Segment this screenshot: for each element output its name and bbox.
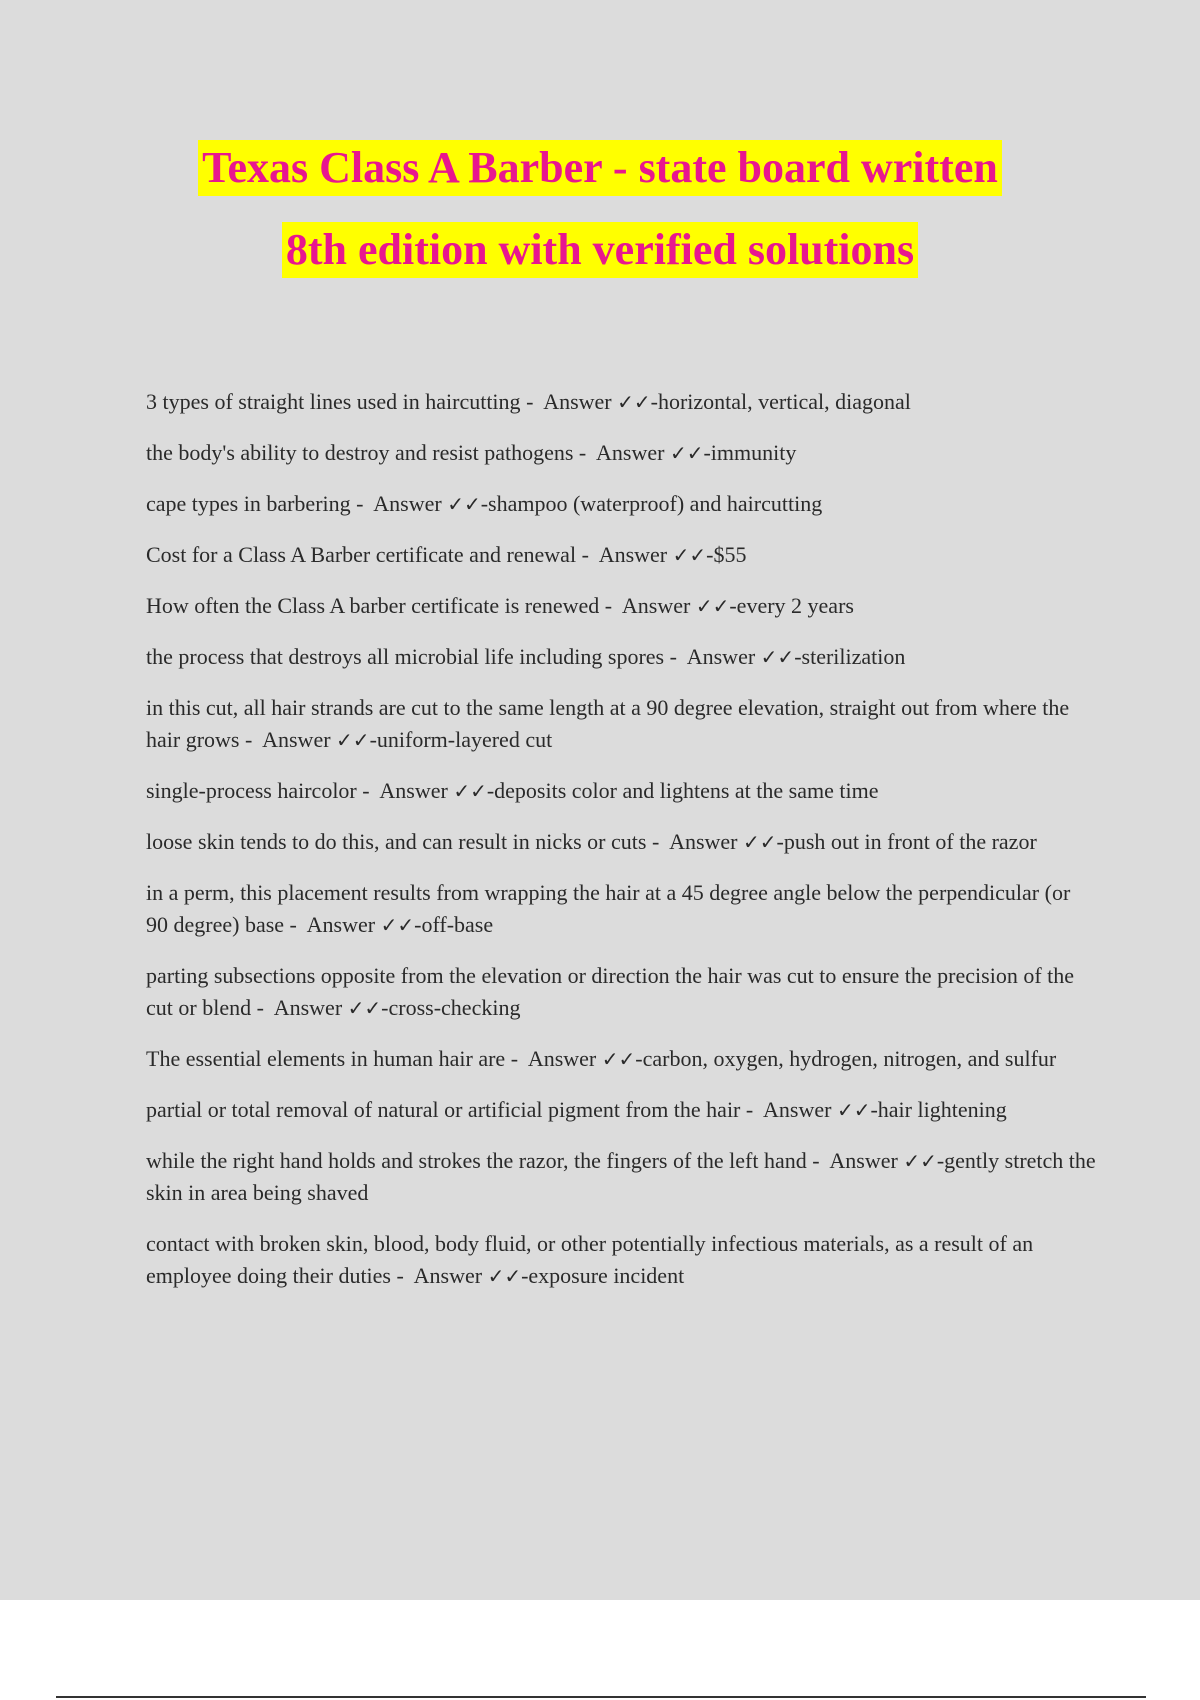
qa-item bbox=[146, 488, 1096, 520]
footer-rule bbox=[56, 1696, 1146, 1698]
question-separator: - bbox=[239, 727, 263, 752]
question-text: while the right hand holds and strokes the razor, the fingers of the left hand bbox=[146, 1148, 807, 1173]
answer-text: -$55 bbox=[706, 542, 747, 567]
question-text: The essential elements in human hair are bbox=[146, 1046, 506, 1071]
qa-item bbox=[146, 590, 1096, 622]
qa-item bbox=[146, 877, 1096, 941]
qa-item bbox=[146, 1094, 1096, 1126]
question-separator: - bbox=[740, 1097, 764, 1122]
answer-text: -horizontal, vertical, diagonal bbox=[650, 389, 911, 414]
qa-item bbox=[146, 1145, 1096, 1209]
title-line-1: Texas Class A Barber - state board written bbox=[198, 140, 1002, 196]
answer-label: Answer bbox=[527, 1046, 597, 1071]
question-separator: - bbox=[599, 593, 622, 618]
double-check-icon: ✓✓ bbox=[743, 830, 777, 854]
answer-text: -every 2 years bbox=[729, 593, 854, 618]
qa-list bbox=[146, 386, 1096, 1311]
question-text: How often the Class A barber certificate is renewed bbox=[146, 593, 600, 618]
question-text: cape types in barbering bbox=[146, 491, 351, 516]
double-check-icon: ✓✓ bbox=[669, 441, 704, 465]
question-text: partial or total removal of natural or artificial pigment from the hair bbox=[146, 1097, 741, 1122]
qa-item bbox=[146, 1228, 1096, 1292]
double-check-icon: ✓✓ bbox=[601, 1047, 636, 1071]
qa-item bbox=[146, 1043, 1096, 1075]
answer-text: -gently stretch the skin in area being shaved bbox=[146, 1148, 1096, 1205]
answer-label: Answer bbox=[621, 593, 691, 618]
qa-item bbox=[146, 437, 1096, 469]
question-separator: - bbox=[505, 1046, 528, 1071]
question-separator: - bbox=[573, 440, 597, 465]
qa-item bbox=[146, 826, 1096, 858]
double-check-icon: ✓✓ bbox=[347, 996, 382, 1020]
answer-label: Answer bbox=[543, 389, 612, 414]
question-text: in this cut, all hair strands are cut to the same length at a 90 degree elevation, straight out from where the hair grows bbox=[146, 695, 1070, 752]
question-text: contact with broken skin, blood, body fluid, or other potentially infectious materials, as a result of an employee doing their duties bbox=[146, 1231, 1034, 1288]
question-text: in a perm, this placement results from wrapping the hair at a 45 degree angle below the perpendicular (or 90 degree) base bbox=[146, 880, 1071, 937]
answer-label: Answer bbox=[596, 440, 665, 465]
answer-text: -deposits color and lightens at the same time bbox=[486, 778, 879, 803]
double-check-icon: ✓✓ bbox=[617, 390, 651, 414]
answer-label: Answer bbox=[763, 1097, 832, 1122]
answer-label: Answer bbox=[373, 491, 442, 516]
title-line-2: 8th edition with verified solutions bbox=[282, 222, 918, 278]
answer-label: Answer bbox=[669, 829, 738, 854]
answer-label: Answer bbox=[829, 1148, 898, 1173]
answer-text: -sterilization bbox=[794, 644, 906, 669]
page-footer-area bbox=[0, 1600, 1200, 1700]
double-check-icon: ✓✓ bbox=[672, 543, 707, 567]
qa-item bbox=[146, 386, 1096, 418]
qa-item bbox=[146, 641, 1096, 673]
qa-item bbox=[146, 692, 1096, 756]
question-text: the body's ability to destroy and resist pathogens bbox=[146, 440, 574, 465]
double-check-icon: ✓✓ bbox=[336, 728, 370, 752]
double-check-icon: ✓✓ bbox=[903, 1149, 937, 1173]
answer-label: Answer bbox=[413, 1263, 483, 1288]
answer-label: Answer bbox=[273, 995, 343, 1020]
answer-text: -cross-checking bbox=[381, 995, 521, 1020]
question-text: Cost for a Class A Barber certificate and renewal bbox=[146, 542, 577, 567]
question-separator: - bbox=[806, 1148, 830, 1173]
question-separator: - bbox=[646, 829, 670, 854]
question-separator: - bbox=[284, 912, 307, 937]
question-text: loose skin tends to do this, and can result in nicks or cuts bbox=[146, 829, 647, 854]
double-check-icon: ✓✓ bbox=[695, 594, 730, 618]
qa-item bbox=[146, 539, 1096, 571]
question-text: parting subsections opposite from the elevation or direction the hair was cut to ensure the precision of the cut or blend bbox=[146, 963, 1075, 1020]
document-title bbox=[0, 140, 1200, 278]
question-separator: - bbox=[356, 778, 380, 803]
answer-label: Answer bbox=[379, 778, 448, 803]
qa-item bbox=[146, 960, 1096, 1024]
answer-label: Answer bbox=[686, 644, 756, 669]
question-separator: - bbox=[251, 995, 274, 1020]
answer-text: -shampoo (waterproof) and haircutting bbox=[480, 491, 823, 516]
question-separator: - bbox=[576, 542, 599, 567]
answer-text: -push out in front of the razor bbox=[776, 829, 1037, 854]
question-text: 3 types of straight lines used in haircutting bbox=[146, 389, 521, 414]
answer-text: -carbon, oxygen, hydrogen, nitrogen, and sulfur bbox=[635, 1046, 1057, 1071]
answer-text: -off-base bbox=[414, 912, 494, 937]
question-text: the process that destroys all microbial life including spores bbox=[146, 644, 665, 669]
qa-item bbox=[146, 775, 1096, 807]
answer-text: -exposure incident bbox=[521, 1263, 685, 1288]
question-separator: - bbox=[520, 389, 544, 414]
question-separator: - bbox=[664, 644, 687, 669]
answer-text: -immunity bbox=[703, 440, 797, 465]
answer-label: Answer bbox=[306, 912, 376, 937]
answer-label: Answer bbox=[262, 727, 331, 752]
double-check-icon: ✓✓ bbox=[487, 1264, 522, 1288]
double-check-icon: ✓✓ bbox=[760, 645, 795, 669]
answer-label: Answer bbox=[598, 542, 668, 567]
double-check-icon: ✓✓ bbox=[453, 779, 487, 803]
answer-text: -hair lightening bbox=[870, 1097, 1007, 1122]
double-check-icon: ✓✓ bbox=[836, 1098, 871, 1122]
question-separator: - bbox=[391, 1263, 414, 1288]
answer-text: -uniform-layered cut bbox=[369, 727, 553, 752]
question-separator: - bbox=[350, 491, 374, 516]
question-text: single-process haircolor bbox=[146, 778, 357, 803]
double-check-icon: ✓✓ bbox=[380, 913, 415, 937]
double-check-icon: ✓✓ bbox=[447, 492, 481, 516]
